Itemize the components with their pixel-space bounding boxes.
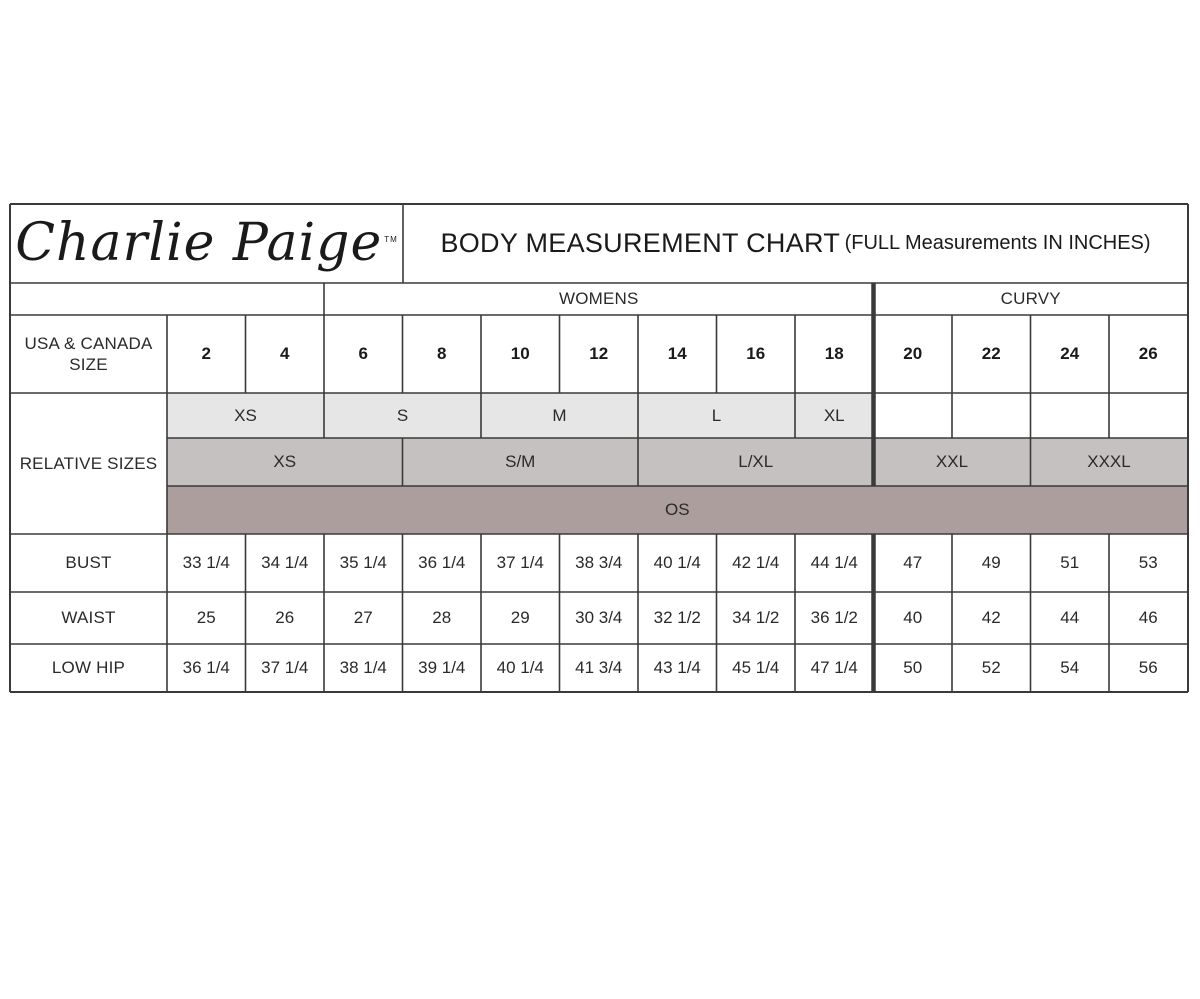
relative-size-cell: L (711, 405, 722, 425)
waist-value-cell: 32 1/2 (653, 608, 701, 628)
low-hip-value-cell: 38 1/4 (339, 658, 387, 678)
group-header-curvy: CURVY (1000, 289, 1061, 309)
waist-value-cell: 44 (1060, 608, 1080, 628)
chart-title-main: BODY MEASUREMENT CHART (440, 227, 841, 258)
bust-value-cell: 38 3/4 (575, 553, 623, 573)
relative-size-cell: XS (234, 405, 257, 425)
relative-size-cell: XXXL (1087, 452, 1131, 472)
row-label-bust: BUST (65, 553, 112, 573)
size-header-cell: 14 (667, 344, 687, 364)
trademark-mark: TM (384, 234, 398, 244)
low-hip-value-cell: 45 1/4 (732, 658, 780, 678)
waist-value-cell: 46 (1138, 608, 1158, 628)
size-header-cell: 20 (903, 344, 923, 364)
relative-size-cell: XL (823, 405, 845, 425)
low-hip-value-cell: 36 1/4 (182, 658, 230, 678)
waist-value-cell: 30 3/4 (575, 608, 623, 628)
relative-size-cell: S/M (505, 452, 536, 472)
size-header-cell: 12 (589, 344, 609, 364)
chart-title-sub: (FULL Measurements IN INCHES) (844, 232, 1151, 254)
waist-value-cell: 27 (353, 608, 373, 628)
group-header-womens: WOMENS (558, 289, 639, 309)
bust-value-cell: 40 1/4 (653, 553, 701, 573)
bust-value-cell: 37 1/4 (496, 553, 544, 573)
low-hip-value-cell: 39 1/4 (418, 658, 466, 678)
relative-size-cell: XS (273, 452, 297, 472)
waist-value-cell: 40 (903, 608, 923, 628)
waist-value-cell: 29 (510, 608, 530, 628)
relative-size-cell (952, 393, 1031, 438)
body-measurement-chart (10, 204, 1188, 692)
size-header-cell: 18 (824, 344, 844, 364)
relative-size-cell: S (396, 405, 409, 425)
bust-value-cell: 36 1/4 (418, 553, 466, 573)
relative-size-cell: XXL (935, 452, 969, 472)
low-hip-value-cell: 50 (903, 658, 923, 678)
size-header-cell: 4 (280, 344, 290, 364)
relative-size-cell: L/XL (738, 452, 774, 472)
bust-value-cell: 34 1/4 (261, 553, 309, 573)
relative-size-cell: M (552, 405, 567, 425)
logo-wordmark: Charlie Paige ™ (15, 213, 398, 273)
bust-value-cell: 42 1/4 (732, 553, 780, 573)
bust-value-cell: 33 1/4 (182, 553, 230, 573)
size-header-cell: 2 (201, 344, 211, 364)
bust-value-cell: 44 1/4 (810, 553, 858, 573)
size-header-cell: 22 (981, 344, 1001, 364)
low-hip-value-cell: 37 1/4 (261, 658, 309, 678)
waist-value-cell: 34 1/2 (732, 608, 780, 628)
brand-logo (10, 204, 403, 283)
bust-value-cell: 35 1/4 (339, 553, 387, 573)
waist-value-cell: 28 (432, 608, 452, 628)
size-header-cell: 16 (746, 344, 766, 364)
size-header-cell: 10 (510, 344, 530, 364)
low-hip-value-cell: 52 (981, 658, 1001, 678)
row-label-waist: WAIST (61, 608, 116, 628)
size-header-cell: 8 (437, 344, 447, 364)
waist-value-cell: 26 (275, 608, 295, 628)
bust-value-cell: 49 (981, 553, 1001, 573)
bust-value-cell: 47 (903, 553, 923, 573)
low-hip-value-cell: 40 1/4 (496, 658, 544, 678)
waist-value-cell: 36 1/2 (810, 608, 858, 628)
low-hip-value-cell: 41 3/4 (575, 658, 623, 678)
low-hip-value-cell: 47 1/4 (810, 658, 858, 678)
bust-value-cell: 51 (1060, 553, 1080, 573)
size-header-cell: 26 (1138, 344, 1158, 364)
low-hip-value-cell: 43 1/4 (653, 658, 701, 678)
row-label-size: USA & CANADA SIZE (24, 333, 153, 374)
relative-size-cell (874, 393, 953, 438)
relative-size-cell: OS (664, 500, 690, 520)
bust-value-cell: 53 (1138, 553, 1158, 573)
chart-title (403, 204, 1188, 283)
waist-value-cell: 25 (196, 608, 216, 628)
relative-size-cell (1031, 393, 1110, 438)
row-label-relative-sizes: RELATIVE SIZES (19, 453, 158, 473)
relative-size-cell (1109, 393, 1188, 438)
size-header-cell: 24 (1060, 344, 1080, 364)
low-hip-value-cell: 56 (1138, 658, 1158, 678)
waist-value-cell: 42 (981, 608, 1001, 628)
low-hip-value-cell: 54 (1060, 658, 1080, 678)
row-label-low-hip: LOW HIP (51, 658, 126, 678)
size-header-cell: 6 (358, 344, 368, 364)
